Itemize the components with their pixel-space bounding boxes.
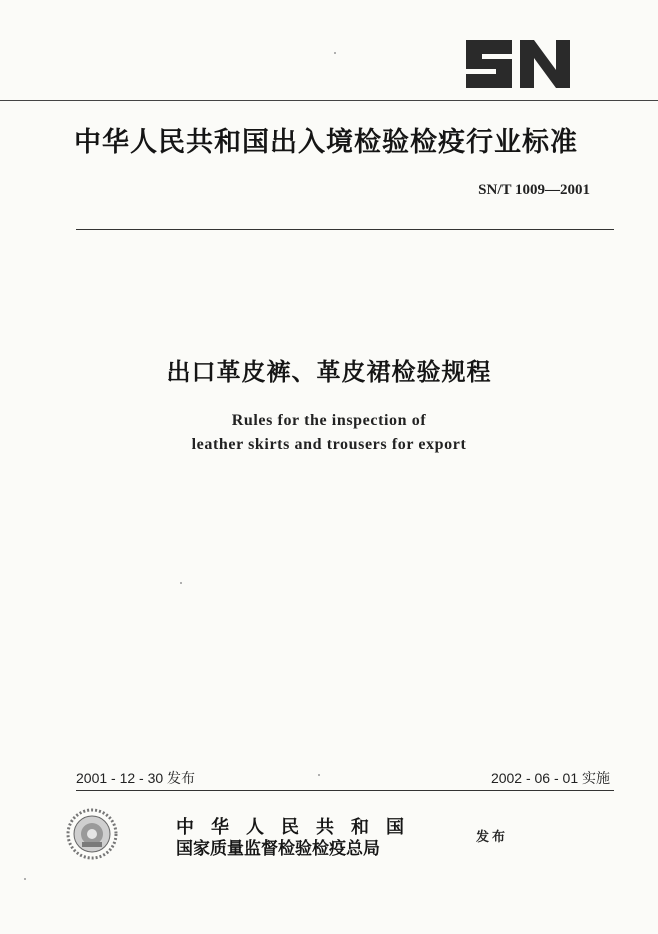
standard-code: SN/T 1009—2001	[478, 182, 590, 198]
issuer-agency: 国家质量监督检验检疫总局	[176, 839, 380, 859]
issue-date: 2001 - 12 - 30 发布	[76, 770, 196, 786]
header-rule	[0, 100, 658, 101]
scan-speck	[24, 878, 26, 880]
publish-label: 发布	[476, 830, 509, 845]
document-title-english-line1: Rules for the inspection of	[231, 412, 427, 429]
scan-speck	[334, 52, 336, 54]
logo-letter-s	[466, 40, 512, 88]
document-title-english-line2: leather skirts and trousers for export	[191, 436, 467, 453]
national-emblem-seal-icon	[66, 808, 118, 860]
logo-letter-n	[520, 40, 570, 88]
document-title-chinese: 出口革皮裤、革皮裙检验规程	[166, 358, 492, 386]
footer-rule	[76, 790, 614, 791]
scan-speck	[180, 582, 182, 584]
scan-speck	[318, 774, 320, 776]
sn-logo	[462, 34, 574, 94]
issuer-country: 中华人民共和国	[176, 817, 421, 838]
implementation-date: 2002 - 06 - 01 实施	[490, 770, 610, 786]
title-rule	[76, 229, 614, 230]
standard-category: 中华人民共和国出入境检验检疫行业标准	[74, 127, 578, 158]
